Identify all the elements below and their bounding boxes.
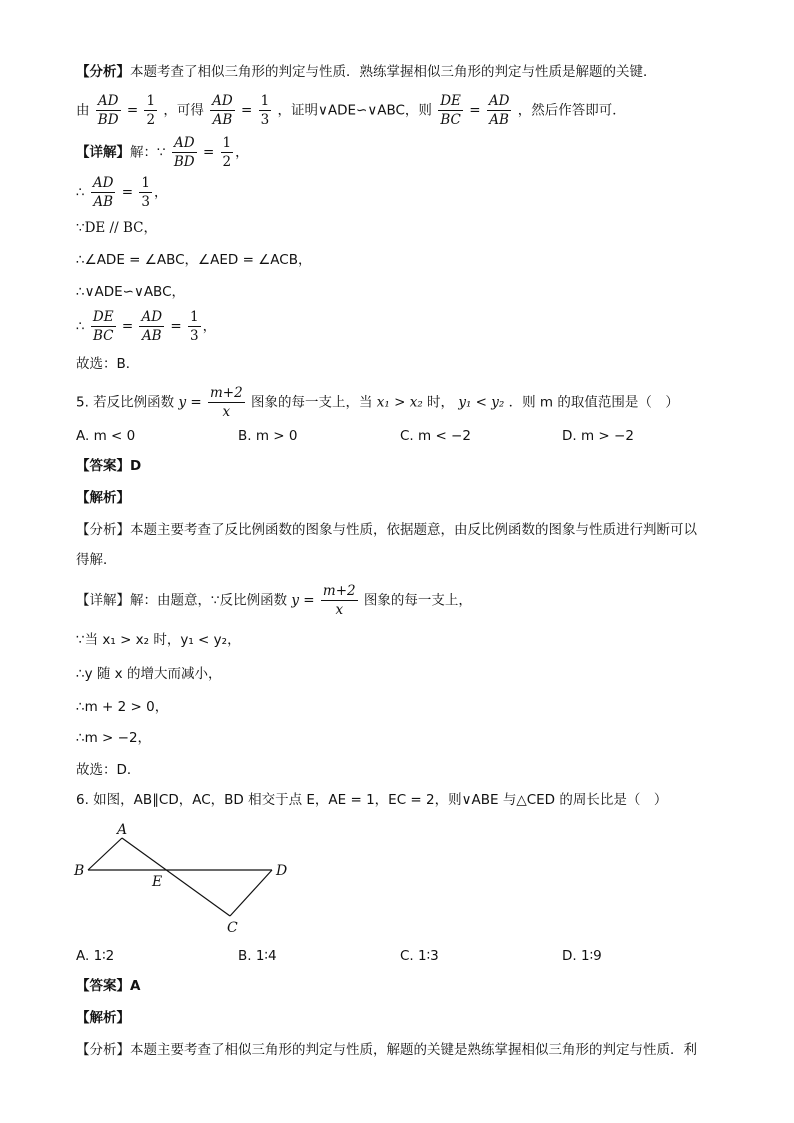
q4-step-2: ∴ $\frac{AD}{AB}$ = $\frac{1}{3}$ ， [76, 175, 168, 210]
label-b: B [74, 863, 85, 879]
fraction-ad-bd: $\frac{AD}{BD}$ [97, 93, 119, 128]
q6-analysis: 【分析】本题主要考查了相似三角形的判定与性质，解题的关键是熟练掌握相似三角形的判定与性质．利 [76, 1042, 697, 1058]
q4-step-3: ∵DE // BC， [76, 220, 157, 236]
fraction-1-3-2: $\frac{1}{3}$ [141, 175, 150, 210]
q5-step-4: ∴m + 2 > 0， [76, 699, 169, 715]
detail-heading: 【详解】 [76, 144, 130, 161]
q5-detail: 【详解】解：由题意，∵反比例函数 y = $\frac{m+2}{x}$ 图象的每一支上， [76, 583, 472, 618]
q6-figure [70, 818, 300, 938]
fraction-1-3-3: $\frac{1}{3}$ [189, 309, 199, 344]
q5-stem-mid: 图象的每一支上，当 [251, 394, 373, 411]
q5-cond2: y₁ < y₂ [458, 394, 505, 411]
fraction-ad-bd-2: $\frac{AD}{BD}$ [173, 135, 195, 170]
q4-step-4: ∴∠ADE = ∠ABC，∠AED = ∠ACB， [76, 252, 312, 268]
q5-option-d[interactable]: D. m > −2 [562, 428, 634, 444]
detail-pre: 解：∵ [130, 144, 166, 161]
q5-detail-end: 图象的每一支上， [363, 592, 472, 609]
text-you: 由 [76, 102, 90, 119]
q6-parse-heading: 【解析】 [76, 1010, 130, 1026]
text-then: ，然后作答即可． [517, 102, 626, 119]
fraction-ad-ab: $\frac{AD}{AB}$ [212, 93, 233, 128]
q5-step-3: ∴y 随 x 的增大而减小， [76, 666, 222, 682]
q5-answer: 【答案】D [76, 458, 142, 474]
q5-option-c[interactable]: C. m < −2 [400, 428, 471, 444]
fraction-1-3: $\frac{1}{3}$ [260, 93, 270, 128]
analysis-text: 本题考查了相似三角形的判定与性质．熟练掌握相似三角形的判定与性质是解题的关键． [130, 64, 657, 80]
q5-parse-heading: 【解析】 [76, 490, 130, 506]
q6-option-c[interactable]: C. 1∶3 [400, 948, 439, 964]
fraction-de-bc: $\frac{DE}{BC}$ [440, 93, 461, 128]
label-c: C [227, 920, 238, 936]
q4-analysis-formula-line: 由 $\frac{AD}{BD}$ = $\frac{1}{2}$ ，可得 $\frac{AD}{AB}$ = $\frac{1}{3}$ ，证明∨ADE∽∨ABC，则 $\frac{DE}{BC}$ = $\frac{AD}{AB}$ ，然后作答即可． [76, 93, 626, 128]
q5-stem-end: ．则 m 的取值范围是（ ） [508, 394, 679, 411]
text-kede: ，可得 [163, 102, 204, 119]
fraction-de-bc-2: $\frac{DE}{BC}$ [92, 309, 114, 344]
label-e: E [152, 874, 163, 890]
segment-ba [88, 838, 122, 870]
text-prove: ，证明∨ADE∽∨ABC，则 [277, 102, 432, 119]
q4-step-5: ∴∨ADE∽∨ABC， [76, 284, 186, 300]
q5-detail-pre: 【详解】解：由题意，∵反比例函数 [76, 592, 288, 609]
q5-analysis: 【分析】本题主要考查了反比例函数的图象与性质，依据题意，由反比例函数的图象与性质进行判断可以 [76, 522, 697, 538]
q5-step-2: ∵当 x₁ > x₂ 时，y₁ < y₂， [76, 632, 241, 648]
q5-stem [76, 384, 679, 421]
q5-step-5: ∴m > −2， [76, 730, 152, 746]
q5-choice: 故选：D． [76, 762, 141, 778]
fraction-1-2-2: $\frac{1}{2}$ [222, 135, 232, 170]
label-a: A [117, 822, 128, 838]
q6-option-b[interactable]: B. 1∶4 [238, 948, 277, 964]
q4-step-6: ∴ $\frac{DE}{BC}$ = $\frac{AD}{AB}$ = $\frac{1}{3}$ ， [76, 309, 217, 344]
q6-option-d[interactable]: D. 1∶9 [562, 948, 602, 964]
q4-detail-line: 【详解】解：∵ $\frac{AD}{BD}$ = $\frac{1}{2}$ ， [76, 135, 249, 170]
q5-stem-pre: 5. 若反比例函数 [76, 394, 175, 411]
segment-ac [122, 838, 230, 916]
q6-answer: 【答案】A [76, 978, 141, 994]
fraction-1-2: $\frac{1}{2}$ [146, 93, 156, 128]
q5-fraction: $\frac{m+2}{x}$ [210, 385, 243, 420]
fraction-ad-ab-2: $\frac{AD}{AB}$ [488, 93, 510, 128]
label-d: D [276, 863, 288, 879]
q5-y-eq: y = [178, 394, 202, 411]
segment-cd [230, 870, 272, 916]
q5-stem-mid2: 时， [427, 394, 455, 411]
q6-stem: 6. 如图，AB∥CD，AC，BD 相交于点 E，AE = 1，EC = 2，则∨ABE 与△CED 的周长比是（ ） [76, 792, 668, 808]
q5-analysis-cont: 得解． [76, 552, 117, 568]
q5-option-b[interactable]: B. m > 0 [238, 428, 298, 444]
fraction-ad-ab-4: $\frac{AD}{AB}$ [141, 309, 163, 344]
q6-option-a[interactable]: A. 1∶2 [76, 948, 115, 964]
q5-detail-fraction: $\frac{m+2}{x}$ [322, 583, 356, 618]
fraction-ad-ab-3: $\frac{AD}{AB}$ [92, 175, 114, 210]
q4-analysis-line [76, 62, 657, 82]
q5-option-a[interactable]: A. m < 0 [76, 428, 136, 444]
q5-cond: x₁ > x₂ [376, 394, 423, 411]
q4-choice: 故选：B． [76, 356, 140, 372]
analysis-heading: 【分析】 [76, 64, 130, 80]
